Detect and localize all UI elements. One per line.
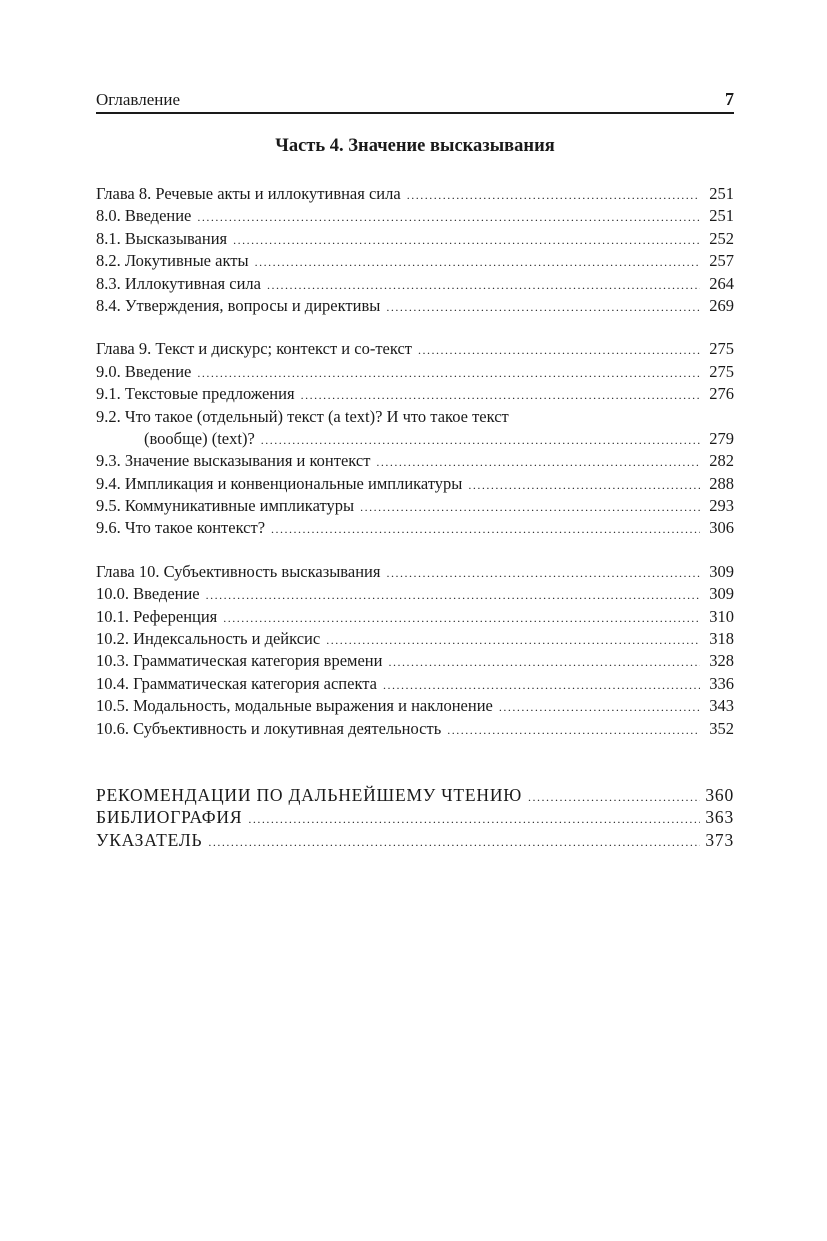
toc-entry-bibliography[interactable] xyxy=(96,806,734,828)
toc-entry-title: РЕКОМЕНДАЦИИ ПО ДАЛЬНЕЙШЕМУ ЧТЕНИЮ xyxy=(96,784,523,805)
toc-entry-title: 8.0. Введение xyxy=(96,206,192,226)
toc-entry-page: 275 xyxy=(709,361,734,381)
toc-entry-title-continuation: (вообще) (text)? xyxy=(144,428,255,448)
toc-entry-page: 309 xyxy=(709,584,734,604)
dot-leader xyxy=(388,651,700,673)
toc-entry-page: 251 xyxy=(709,184,734,203)
dot-leader xyxy=(255,251,700,273)
toc-entry-page: 251 xyxy=(709,206,734,226)
toc-entry-10-2[interactable] xyxy=(96,628,734,650)
dot-leader xyxy=(261,429,700,451)
toc-entry-page: 264 xyxy=(709,273,734,293)
toc-entry-further-reading[interactable] xyxy=(96,784,734,806)
toc-entry-page: 279 xyxy=(709,428,734,448)
dot-leader xyxy=(248,808,700,830)
dot-leader xyxy=(528,786,700,808)
toc-entry-page: 318 xyxy=(709,629,734,649)
toc-entry-page: 306 xyxy=(709,518,734,538)
toc-chapter-10 xyxy=(96,561,734,740)
toc-entry-title: 9.4. Импликация и конвенциональные импликатуры xyxy=(96,473,463,493)
toc-entry-page: 360 xyxy=(705,784,734,805)
toc-entry-title: 8.1. Высказывания xyxy=(96,228,228,248)
dot-leader xyxy=(233,229,700,251)
toc-chapter-9 xyxy=(96,338,734,540)
toc-entry-10-5[interactable] xyxy=(96,695,734,717)
dot-leader xyxy=(223,607,700,629)
toc-entry-page: 336 xyxy=(709,673,734,693)
toc-entry-8-4[interactable] xyxy=(96,295,734,317)
toc-entry-title: 10.4. Грамматическая категория аспекта xyxy=(96,673,377,693)
toc-entry-title: 9.5. Коммуникативные импликатуры xyxy=(96,496,355,516)
toc-page xyxy=(96,86,734,851)
toc-entry-9-2-line2[interactable] xyxy=(96,428,734,450)
toc-entry-9-1[interactable] xyxy=(96,383,734,405)
toc-entry-page: 328 xyxy=(709,651,734,671)
toc-entry-page: 269 xyxy=(709,295,734,315)
dot-leader xyxy=(383,674,700,696)
toc-entry-title: 9.2. Что такое (отдельный) текст (a text)? И что такое текст xyxy=(96,406,509,426)
toc-entry-chapter-9[interactable] xyxy=(96,338,734,360)
toc-entry-title: 8.3. Иллокутивная сила xyxy=(96,273,261,293)
dot-leader xyxy=(499,696,700,718)
part-title: Часть 4. Значение высказывания xyxy=(275,136,555,156)
toc-entry-title: 10.0. Введение xyxy=(96,584,200,604)
dot-leader xyxy=(271,518,700,540)
toc-entry-8-0[interactable] xyxy=(96,205,734,227)
toc-entry-page: 276 xyxy=(709,384,734,404)
toc-entry-page: 275 xyxy=(709,339,734,359)
toc-entry-9-4[interactable] xyxy=(96,473,734,495)
dot-leader xyxy=(386,296,700,318)
dot-leader xyxy=(197,362,700,384)
toc-entry-10-3[interactable] xyxy=(96,650,734,672)
dot-leader xyxy=(197,206,700,228)
toc-entry-chapter-8[interactable] xyxy=(96,183,734,205)
toc-entry-title: 8.4. Утверждения, вопросы и директивы xyxy=(96,295,381,315)
toc-entry-title: УКАЗАТЕЛЬ xyxy=(96,829,203,850)
toc-entry-title: 10.6. Субъективность и локутивная деятельность xyxy=(96,718,442,738)
toc-entry-10-0[interactable] xyxy=(96,583,734,605)
dot-leader xyxy=(326,629,700,651)
running-head xyxy=(96,86,734,114)
toc-entry-page: 343 xyxy=(709,696,734,716)
toc-entry-page: 257 xyxy=(709,251,734,271)
toc-entry-8-2[interactable] xyxy=(96,250,734,272)
toc-entry-title: 9.3. Значение высказывания и контекст xyxy=(96,451,371,471)
toc-entry-title: 10.5. Модальность, модальные выражения и наклонение xyxy=(96,696,493,716)
toc-entry-8-3[interactable] xyxy=(96,273,734,295)
toc-entry-8-1[interactable] xyxy=(96,228,734,250)
toc-entry-page: 310 xyxy=(709,606,734,626)
toc-entry-9-0[interactable] xyxy=(96,361,734,383)
toc-entry-title: Глава 9. Текст и дискурс; контекст и со-текст xyxy=(96,339,412,359)
toc-entry-page: 282 xyxy=(709,451,734,471)
toc-entry-index[interactable] xyxy=(96,829,734,851)
toc-entry-page: 293 xyxy=(709,496,734,516)
dot-leader xyxy=(208,831,700,853)
toc-entry-title: 10.1. Референция xyxy=(96,606,218,626)
dot-leader xyxy=(447,719,700,741)
dot-leader xyxy=(468,474,700,496)
toc-entry-title: 8.2. Локутивные акты xyxy=(96,251,249,271)
toc-entry-page: 373 xyxy=(705,829,734,850)
dot-leader xyxy=(376,451,700,473)
toc-entry-9-3[interactable] xyxy=(96,450,734,472)
toc-back-matter xyxy=(96,784,734,851)
dot-leader xyxy=(386,562,700,584)
toc-entry-9-5[interactable] xyxy=(96,495,734,517)
dot-leader xyxy=(267,274,700,296)
dot-leader xyxy=(418,339,700,361)
toc-entry-title: 10.2. Индексальность и дейксис xyxy=(96,629,321,649)
toc-entry-10-4[interactable] xyxy=(96,673,734,695)
toc-entry-page: 352 xyxy=(709,718,734,738)
toc-entry-chapter-10[interactable] xyxy=(96,561,734,583)
toc-entry-title: 9.1. Текстовые предложения xyxy=(96,384,295,404)
dot-leader xyxy=(360,496,700,518)
toc-chapter-8 xyxy=(96,183,734,317)
dot-leader xyxy=(206,584,700,606)
toc-entry-10-6[interactable] xyxy=(96,718,734,740)
toc-entry-title: 10.3. Грамматическая категория времени xyxy=(96,651,383,671)
toc-entry-9-2-line1[interactable] xyxy=(96,406,734,428)
toc-entry-title: 9.0. Введение xyxy=(96,361,192,381)
running-head-title: Оглавление xyxy=(96,90,180,109)
toc-entry-title: Глава 8. Речевые акты и иллокутивная сила xyxy=(96,184,401,203)
toc-entry-title: 9.6. Что такое контекст? xyxy=(96,518,266,538)
dot-leader xyxy=(407,184,700,206)
toc-entry-title: Глава 10. Субъективность высказывания xyxy=(96,561,381,581)
toc-entry-page: 288 xyxy=(709,473,734,493)
toc-entry-page: 252 xyxy=(709,228,734,248)
toc-entry-page: 309 xyxy=(709,561,734,581)
page-number: 7 xyxy=(725,89,734,109)
toc-entry-9-6[interactable] xyxy=(96,517,734,539)
toc-entry-10-1[interactable] xyxy=(96,606,734,628)
toc-entry-title: БИБЛИОГРАФИЯ xyxy=(96,807,243,828)
dot-leader xyxy=(301,384,700,406)
toc-entry-page: 363 xyxy=(705,807,734,828)
